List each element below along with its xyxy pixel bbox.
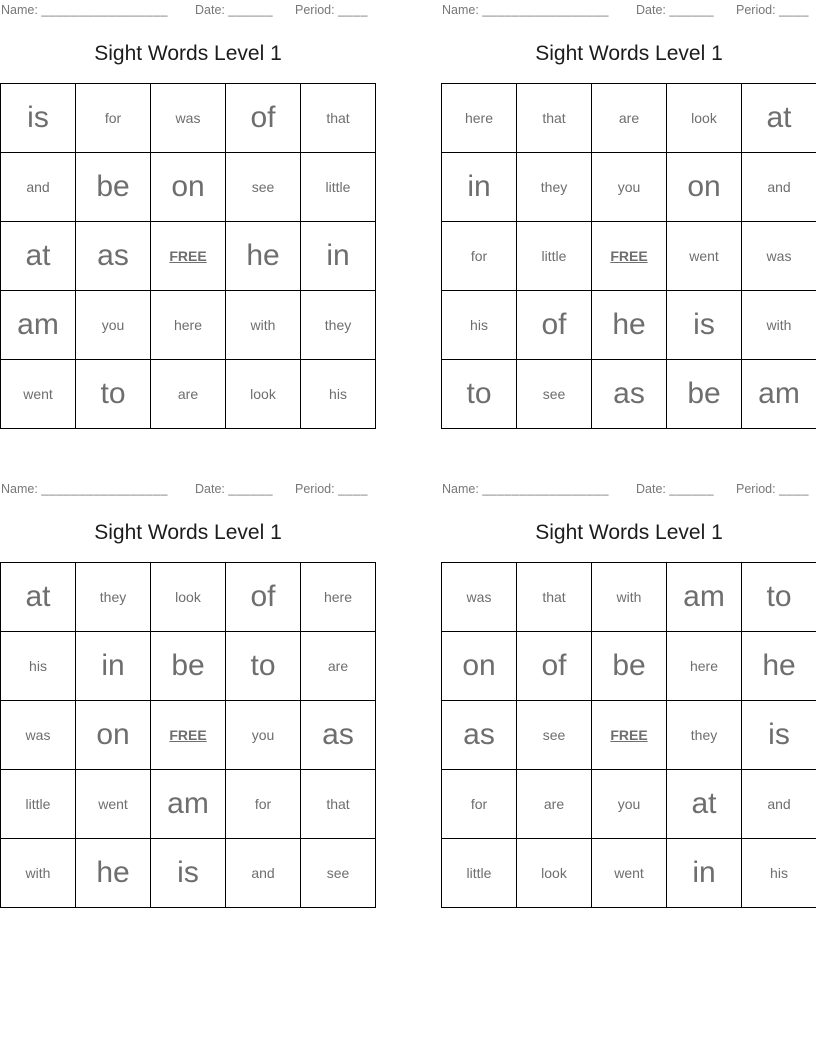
bingo-cell: his xyxy=(742,839,816,908)
bingo-cell: you xyxy=(76,291,151,360)
name-label: Name: xyxy=(442,3,479,17)
period-field xyxy=(736,3,809,17)
bingo-row xyxy=(1,153,376,222)
bingo-cell: is xyxy=(1,84,76,153)
card-header xyxy=(1,3,376,19)
bingo-cell: see xyxy=(517,360,592,429)
bingo-cell: with xyxy=(592,563,667,632)
card-header xyxy=(442,482,816,498)
bingo-cell: was xyxy=(442,563,517,632)
bingo-cell: and xyxy=(1,153,76,222)
bingo-cell: at xyxy=(1,563,76,632)
bingo-cell: for xyxy=(442,222,517,291)
card-title: Sight Words Level 1 xyxy=(535,42,723,65)
free-cell: FREE xyxy=(592,222,667,291)
bingo-cell: be xyxy=(76,153,151,222)
date-blank-line: ______ xyxy=(669,3,715,17)
bingo-cell: at xyxy=(742,84,816,153)
bingo-row xyxy=(1,360,376,429)
bingo-cell: you xyxy=(592,770,667,839)
bingo-cell: see xyxy=(226,153,301,222)
bingo-cell: went xyxy=(1,360,76,429)
bingo-cell: on xyxy=(442,632,517,701)
bingo-cell: they xyxy=(301,291,376,360)
bingo-row xyxy=(1,84,376,153)
bingo-grid xyxy=(441,562,816,908)
bingo-cell: as xyxy=(76,222,151,291)
name-field xyxy=(1,482,168,496)
bingo-card xyxy=(0,0,376,475)
name-field xyxy=(1,3,168,17)
card-title: Sight Words Level 1 xyxy=(94,42,282,65)
bingo-cell: was xyxy=(742,222,816,291)
free-cell: FREE xyxy=(592,701,667,770)
bingo-row xyxy=(442,563,816,632)
bingo-cell: at xyxy=(667,770,742,839)
period-field xyxy=(736,482,809,496)
bingo-cell: went xyxy=(592,839,667,908)
bingo-row xyxy=(442,84,816,153)
date-field xyxy=(195,482,273,496)
period-field xyxy=(295,3,368,17)
bingo-cell: they xyxy=(76,563,151,632)
period-label: Period: xyxy=(295,482,335,496)
period-label: Period: xyxy=(736,3,776,17)
bingo-cell: see xyxy=(517,701,592,770)
bingo-cell: you xyxy=(226,701,301,770)
bingo-cell: his xyxy=(301,360,376,429)
bingo-row xyxy=(442,770,816,839)
bingo-row xyxy=(442,360,816,429)
bingo-cell: of xyxy=(517,632,592,701)
bingo-cell: that xyxy=(517,84,592,153)
bingo-cell: little xyxy=(301,153,376,222)
name-label: Name: xyxy=(1,3,38,17)
period-blank-line: ____ xyxy=(338,482,368,496)
bingo-cell: in xyxy=(301,222,376,291)
bingo-cell: am xyxy=(151,770,226,839)
name-blank-line: _________________ xyxy=(482,482,609,496)
bingo-cell: of xyxy=(226,84,301,153)
bingo-row xyxy=(1,770,376,839)
bingo-cell: on xyxy=(151,153,226,222)
bingo-cell: to xyxy=(76,360,151,429)
name-blank-line: _________________ xyxy=(482,3,609,17)
bingo-cell: that xyxy=(517,563,592,632)
bingo-row xyxy=(442,632,816,701)
bingo-cell: on xyxy=(667,153,742,222)
bingo-cell: see xyxy=(301,839,376,908)
bingo-row xyxy=(1,222,376,291)
bingo-cell: on xyxy=(76,701,151,770)
name-label: Name: xyxy=(1,482,38,496)
bingo-cell: look xyxy=(517,839,592,908)
bingo-card xyxy=(0,479,376,954)
bingo-cell: am xyxy=(1,291,76,360)
date-field xyxy=(636,482,714,496)
bingo-card xyxy=(441,0,816,475)
bingo-cell: in xyxy=(442,153,517,222)
bingo-cell: is xyxy=(151,839,226,908)
bingo-cell: went xyxy=(667,222,742,291)
name-blank-line: _________________ xyxy=(41,3,168,17)
bingo-cell: you xyxy=(592,153,667,222)
free-cell: FREE xyxy=(151,222,226,291)
bingo-cell: look xyxy=(667,84,742,153)
name-label: Name: xyxy=(442,482,479,496)
bingo-row xyxy=(1,563,376,632)
date-blank-line: ______ xyxy=(228,482,274,496)
bingo-row xyxy=(442,839,816,908)
bingo-cell: here xyxy=(442,84,517,153)
bingo-cell: that xyxy=(301,770,376,839)
date-label: Date: xyxy=(636,482,666,496)
date-blank-line: ______ xyxy=(228,3,274,17)
bingo-cell: little xyxy=(517,222,592,291)
bingo-cell: little xyxy=(442,839,517,908)
bingo-cell: of xyxy=(226,563,301,632)
bingo-row xyxy=(1,701,376,770)
bingo-cell: went xyxy=(76,770,151,839)
bingo-cell: is xyxy=(742,701,816,770)
bingo-cell: he xyxy=(592,291,667,360)
bingo-cell: with xyxy=(742,291,816,360)
bingo-cell: little xyxy=(1,770,76,839)
bingo-cell: with xyxy=(226,291,301,360)
period-label: Period: xyxy=(295,3,335,17)
bingo-cell: he xyxy=(742,632,816,701)
bingo-cell: was xyxy=(151,84,226,153)
name-field xyxy=(442,482,609,496)
bingo-cell: be xyxy=(151,632,226,701)
bingo-cell: be xyxy=(667,360,742,429)
bingo-row xyxy=(442,153,816,222)
bingo-cell: he xyxy=(76,839,151,908)
name-field xyxy=(442,3,609,17)
bingo-grid xyxy=(0,83,376,429)
card-header xyxy=(442,3,816,19)
date-label: Date: xyxy=(195,3,225,17)
card-title: Sight Words Level 1 xyxy=(535,521,723,544)
bingo-row xyxy=(442,291,816,360)
bingo-cell: that xyxy=(301,84,376,153)
bingo-cell: here xyxy=(667,632,742,701)
free-cell: FREE xyxy=(151,701,226,770)
bingo-cell: and xyxy=(226,839,301,908)
bingo-cell: as xyxy=(442,701,517,770)
bingo-row xyxy=(442,701,816,770)
bingo-row xyxy=(1,291,376,360)
period-blank-line: ____ xyxy=(779,3,809,17)
bingo-cell: for xyxy=(226,770,301,839)
bingo-cell: and xyxy=(742,153,816,222)
bingo-cell: in xyxy=(76,632,151,701)
bingo-cell: be xyxy=(592,632,667,701)
period-label: Period: xyxy=(736,482,776,496)
date-field xyxy=(636,3,714,17)
bingo-cell: as xyxy=(301,701,376,770)
bingo-cell: look xyxy=(226,360,301,429)
date-label: Date: xyxy=(636,3,666,17)
bingo-cell: are xyxy=(151,360,226,429)
bingo-card xyxy=(441,479,816,954)
bingo-cell: are xyxy=(517,770,592,839)
bingo-cell: they xyxy=(517,153,592,222)
period-blank-line: ____ xyxy=(338,3,368,17)
bingo-cell: with xyxy=(1,839,76,908)
bingo-cell: are xyxy=(592,84,667,153)
bingo-cell: his xyxy=(1,632,76,701)
bingo-cell: of xyxy=(517,291,592,360)
bingo-cell: as xyxy=(592,360,667,429)
date-blank-line: ______ xyxy=(669,482,715,496)
bingo-cell: they xyxy=(667,701,742,770)
card-title: Sight Words Level 1 xyxy=(94,521,282,544)
bingo-cell: in xyxy=(667,839,742,908)
bingo-cell: is xyxy=(667,291,742,360)
bingo-cell: for xyxy=(76,84,151,153)
date-label: Date: xyxy=(195,482,225,496)
card-header xyxy=(1,482,376,498)
bingo-cell: he xyxy=(226,222,301,291)
bingo-grid xyxy=(441,83,816,429)
bingo-cell: look xyxy=(151,563,226,632)
name-blank-line: _________________ xyxy=(41,482,168,496)
bingo-cell: to xyxy=(742,563,816,632)
bingo-cell: am xyxy=(742,360,816,429)
bingo-cell: here xyxy=(301,563,376,632)
bingo-cell: here xyxy=(151,291,226,360)
bingo-grid xyxy=(0,562,376,908)
bingo-row xyxy=(1,839,376,908)
bingo-cell: to xyxy=(442,360,517,429)
bingo-row xyxy=(1,632,376,701)
bingo-cell: was xyxy=(1,701,76,770)
period-blank-line: ____ xyxy=(779,482,809,496)
bingo-row xyxy=(442,222,816,291)
bingo-cell: are xyxy=(301,632,376,701)
bingo-cell: to xyxy=(226,632,301,701)
date-field xyxy=(195,3,273,17)
bingo-cell: for xyxy=(442,770,517,839)
bingo-cell: at xyxy=(1,222,76,291)
period-field xyxy=(295,482,368,496)
bingo-cell: his xyxy=(442,291,517,360)
bingo-cell: and xyxy=(742,770,816,839)
bingo-cell: am xyxy=(667,563,742,632)
